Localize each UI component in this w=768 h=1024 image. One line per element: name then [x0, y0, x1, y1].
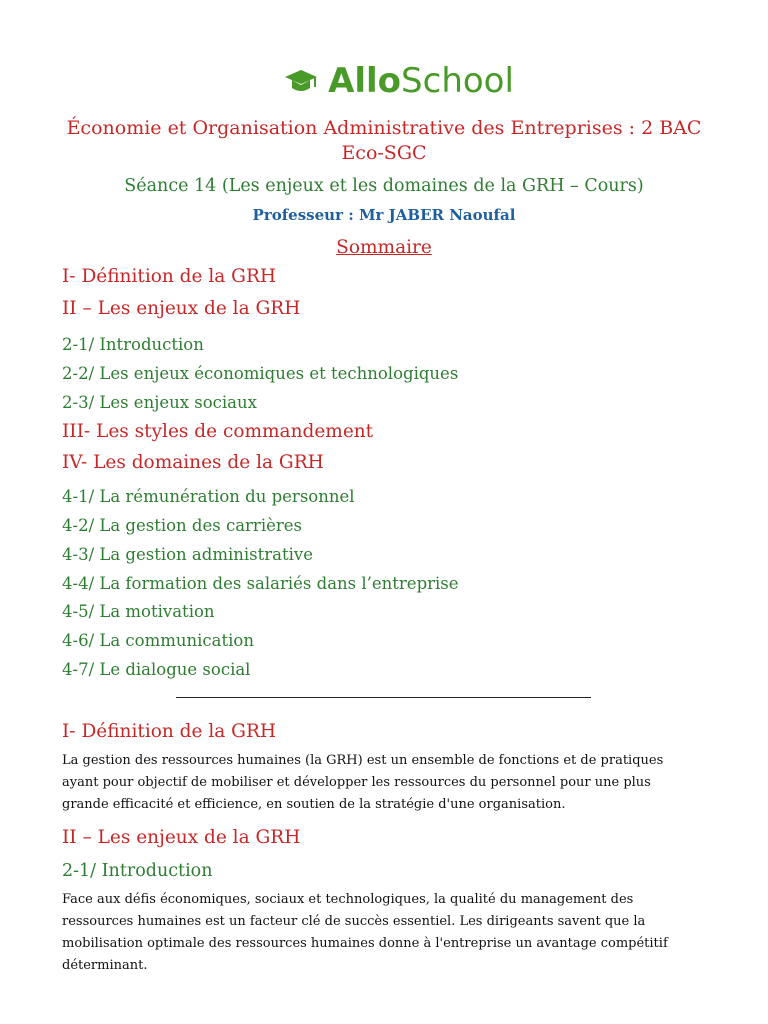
seance-subtitle: Séance 14 (Les enjeux et les domaines de la GRH – Cours)	[124, 176, 644, 196]
paragraph-line: mobilisation optimale des ressources humaines donne à l'entreprise un avantage compétitif	[62, 936, 668, 951]
paragraph-line: Face aux défis économiques, sociaux et technologiques, la qualité du management des	[62, 892, 634, 907]
toc-item: 2-1/ Introduction	[62, 335, 204, 354]
paragraph-line: déterminant.	[62, 958, 148, 973]
toc-item: 4-3/ La gestion administrative	[62, 545, 313, 564]
logo-text-bold: Allo	[328, 61, 402, 101]
graduation-cap-icon	[284, 64, 318, 98]
logo-text-light: School	[401, 61, 514, 101]
toc-item: 4-5/ La motivation	[62, 602, 215, 621]
toc-item: 2-2/ Les enjeux économiques et technologiques	[62, 364, 459, 383]
section-heading-definition: I- Définition de la GRH	[62, 721, 277, 742]
toc-item: 4-7/ Le dialogue social	[62, 660, 251, 679]
paragraph-line: La gestion des ressources humaines (la GRH) est un ensemble de fonctions et de pratiques	[62, 753, 664, 768]
paragraph-line: ressources humaines est un facteur clé de succès essentiel. Les dirigeants savent que la	[62, 914, 646, 929]
toc-item: IV- Les domaines de la GRH	[62, 452, 324, 473]
toc-item: III- Les styles de commandement	[62, 421, 374, 442]
toc-item: 4-4/ La formation des salariés dans l’entreprise	[62, 574, 459, 593]
sommaire-heading: Sommaire	[336, 237, 432, 258]
logo-text	[328, 61, 514, 101]
title-line-2: Eco-SGC	[341, 142, 427, 164]
toc-item: 2-3/ Les enjeux sociaux	[62, 393, 257, 412]
toc-item: II – Les enjeux de la GRH	[62, 298, 301, 319]
toc-item: I- Définition de la GRH	[62, 266, 277, 287]
alloschool-logo	[0, 61, 768, 101]
toc-item: 4-1/ La rémunération du personnel	[62, 487, 355, 506]
toc-item: 4-6/ La communication	[62, 631, 254, 650]
section-heading-enjeux: II – Les enjeux de la GRH	[62, 827, 301, 848]
document-title	[40, 116, 728, 166]
paragraph-line: ayant pour objectif de mobiliser et développer les ressources du personnel pour une plus	[62, 775, 651, 790]
horizontal-divider	[176, 697, 591, 698]
paragraph-line: grande efficacité et efficience, en soutien de la stratégie d'une organisation.	[62, 797, 566, 812]
subsection-heading-introduction: 2-1/ Introduction	[62, 861, 213, 881]
professor-name: Professeur : Mr JABER Naoufal	[252, 206, 516, 224]
introduction-paragraph	[62, 889, 722, 977]
title-line-1: Économie et Organisation Administrative des Entreprises : 2 BAC	[66, 117, 702, 139]
definition-paragraph	[62, 750, 722, 816]
toc-item: 4-2/ La gestion des carrières	[62, 516, 302, 535]
